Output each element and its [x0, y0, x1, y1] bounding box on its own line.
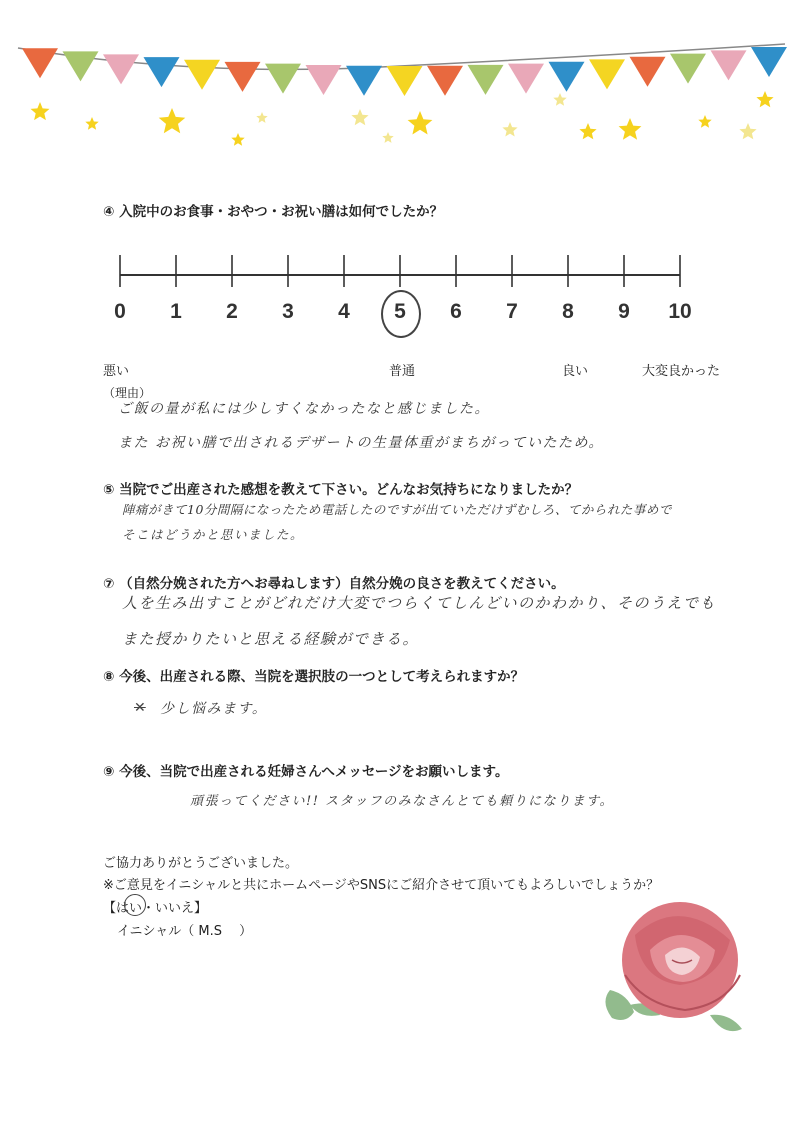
bunting-flag — [265, 64, 301, 94]
bunting-flag — [103, 54, 139, 84]
tick-label: 8 — [562, 300, 574, 323]
tick-label: 1 — [170, 300, 182, 323]
star-icon — [231, 133, 244, 146]
q5-answer-line1: 陣痛がきて10分間隔になったため電話したのですが出ていただけずむしろ、てかられた事めで — [122, 502, 672, 517]
tick-label: 6 — [450, 300, 462, 323]
bunting-flag — [670, 54, 706, 84]
tick-label: 5 — [394, 300, 406, 323]
label-very-good: 大変良かった — [642, 364, 721, 379]
star-icon — [351, 109, 368, 125]
q7-answer-line2: また授かりたいと思える経験ができる。 — [122, 630, 420, 648]
rating-scale — [110, 245, 700, 295]
q5-question: ⑤ 当院でご出産された感想を教えて下さい。どんなお気持ちになりましたか？ — [103, 482, 579, 498]
label-bad: 悪い — [103, 364, 130, 379]
star-icon — [31, 102, 50, 120]
bunting-flag — [549, 62, 585, 92]
bunting-flag — [387, 66, 423, 96]
label-normal: 普通 — [389, 364, 416, 379]
star-icon — [619, 118, 642, 140]
tick-label: 0 — [114, 300, 126, 323]
consent-question: ※ご意見をイニシャルと共にホームページやSNSにご紹介させて頂いてもよろしいでしょうか？ — [103, 878, 660, 893]
star-icon — [698, 115, 711, 128]
bunting-flag — [22, 48, 58, 78]
bunting-flag — [508, 64, 544, 94]
bunting-flag — [711, 50, 747, 80]
reason-label: （理由） — [103, 386, 152, 400]
thanks-text: ご協力ありがとうございました。 — [103, 856, 299, 871]
consent-options: 【はい・いいえ】 — [103, 901, 208, 916]
initials-field: イニシャル（ M.S ） — [117, 924, 253, 939]
bunting-flag — [630, 57, 666, 87]
star-icon — [382, 132, 393, 143]
bunting-flag — [589, 59, 625, 89]
label-good: 良い — [562, 364, 589, 379]
q9-answer: 頑張ってください!! スタッフのみなさんとても頼りになります。 — [190, 794, 615, 809]
tick-label: 10 — [668, 300, 692, 323]
bunting-flag — [427, 66, 463, 96]
q4-answer-line2: また お祝い膳で出されるデザートの生量体重がまちがっていたため。 — [118, 435, 604, 451]
star-icon — [756, 91, 773, 107]
q4-answer-line1: ご飯の量が私には少しすくなかったなと感じました。 — [118, 401, 490, 417]
tick-label: 3 — [282, 300, 294, 323]
star-icon — [85, 117, 98, 130]
scribble-mark: ✕ — [134, 700, 146, 716]
star-icon — [553, 93, 566, 106]
yes-circle-mark — [124, 894, 146, 916]
tick-label: 4 — [338, 300, 350, 323]
circle-mark — [381, 290, 421, 338]
q8-answer: 少し悩みます。 — [160, 701, 268, 717]
star-icon — [159, 108, 186, 133]
bunting-flag — [751, 47, 787, 77]
star-icon — [739, 123, 756, 139]
bunting-flag — [225, 62, 261, 92]
q5-answer-line2: そこはどうかと思いました。 — [122, 527, 305, 542]
bunting-decoration — [0, 0, 800, 170]
star-icon — [408, 111, 433, 135]
bunting-flag — [144, 57, 180, 87]
bunting-flag — [306, 65, 342, 95]
bunting-flag — [63, 51, 99, 81]
star-icon — [256, 112, 267, 123]
q8-question: ⑧ 今後、出産される際、当院を選択肢の一つとして考えられますか？ — [103, 669, 525, 685]
q4-question: ④ 入院中のお食事・おやつ・お祝い膳は如何でしたか？ — [103, 204, 444, 220]
q7-answer-line1: 人を生み出すことがどれだけ大変でつらくてしんどいのかわかり、そのうえでも — [122, 594, 717, 612]
bunting-flag — [346, 66, 382, 96]
q9-question: ⑨ 今後、当院で出産される妊婦さんへメッセージをお願いします。 — [103, 764, 509, 780]
bunting-flag — [184, 60, 220, 90]
q7-question: ⑦ （自然分娩された方へお尋ねします）自然分娩の良さを教えてください。 — [103, 576, 565, 592]
rose-illustration — [590, 895, 760, 1045]
tick-label: 9 — [618, 300, 630, 323]
bunting-flag — [468, 65, 504, 95]
star-icon — [579, 123, 596, 139]
tick-label: 7 — [506, 300, 518, 323]
tick-label: 2 — [226, 300, 238, 323]
star-icon — [502, 122, 517, 137]
